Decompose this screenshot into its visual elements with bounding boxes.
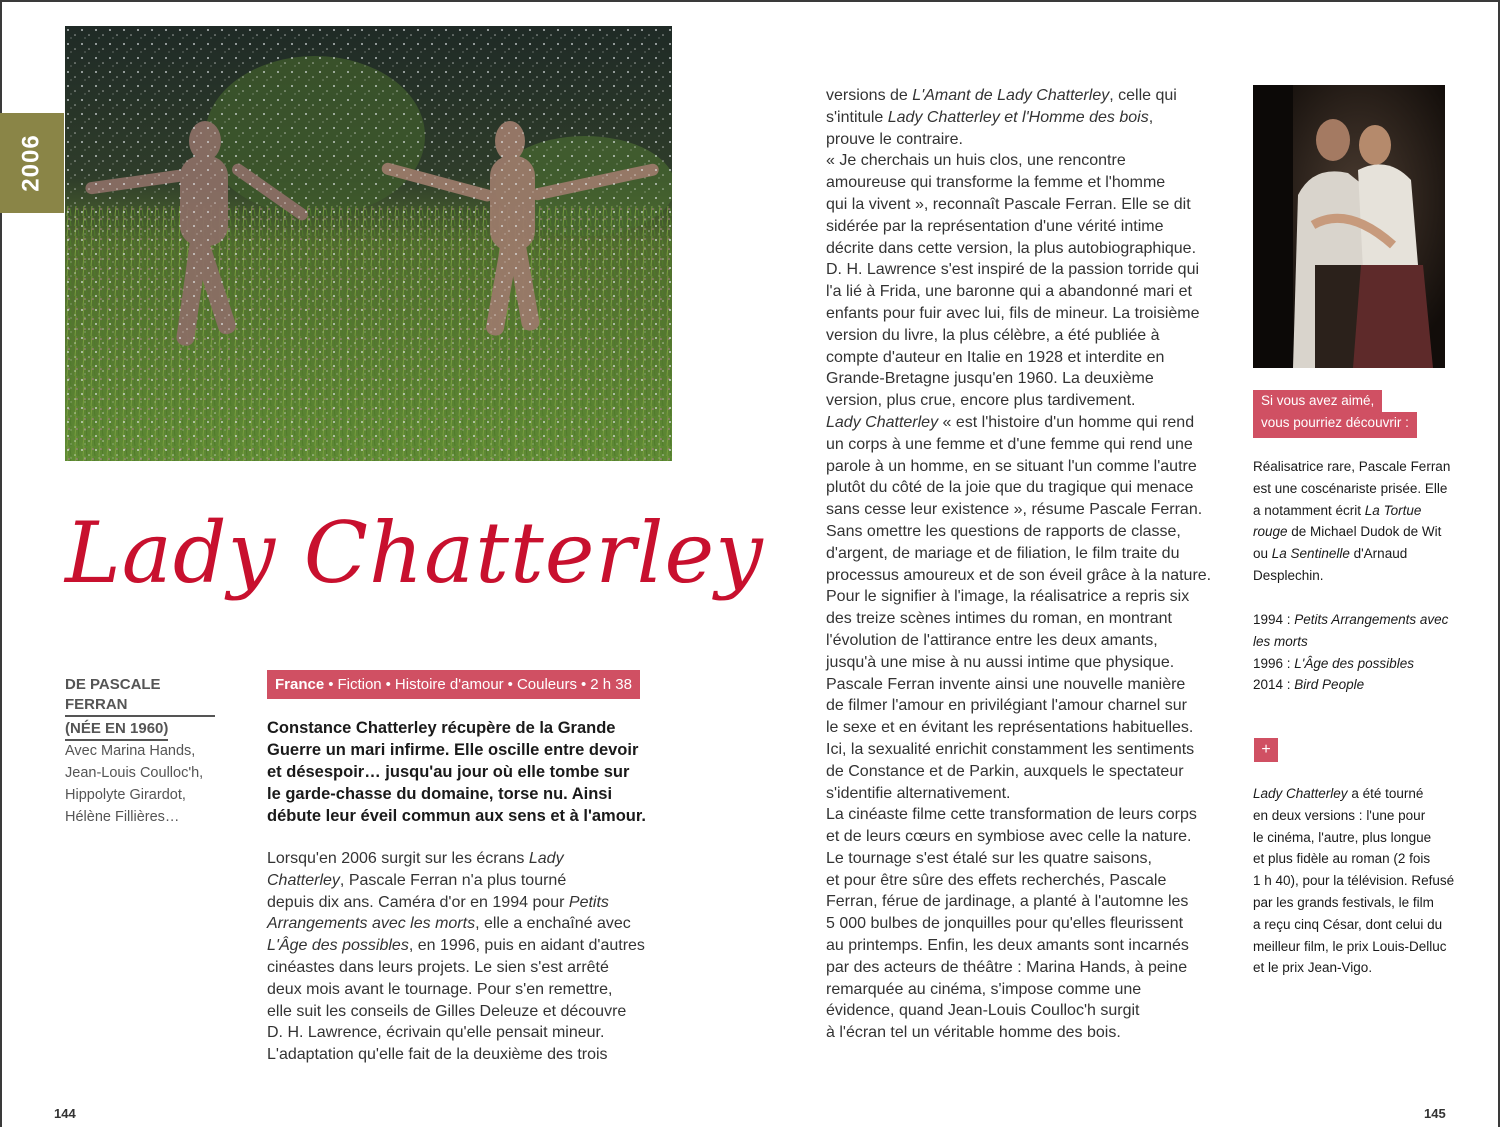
body-line: Sans omettre les questions de rapports de classe, xyxy=(826,522,1181,540)
year-tab xyxy=(0,113,64,213)
lede-line: débute leur éveil commun aux sens et à l'amour. xyxy=(267,807,646,825)
note-line: Lady Chatterley a été tourné xyxy=(1253,786,1424,801)
body-line: qui la vivent », reconnaît Pascale Ferran. Elle se dit xyxy=(826,195,1191,213)
tag-genre: Histoire d'amour xyxy=(394,676,504,693)
body-line: par des acteurs de théâtre : Marina Hands, à peine xyxy=(826,958,1188,976)
body-line: version, plus crue, encore plus tardivement. xyxy=(826,392,1136,410)
director-credit xyxy=(65,675,215,743)
cast-list xyxy=(65,740,235,828)
director-birth: (NÉE EN 1960) xyxy=(65,719,168,741)
lede-line: Guerre un mari infirme. Elle oscille entre devoir xyxy=(267,741,639,759)
body-line: Pour le signifier à l'image, la réalisatrice a repris six xyxy=(826,588,1190,606)
cast-item: Hélène Fillières… xyxy=(65,809,180,825)
body-line: enfants pour fuir avec lui, fils de mineur. La troisième xyxy=(826,304,1200,322)
lede-line: et désespoir… jusqu'au jour où elle tombe sur xyxy=(267,763,630,781)
body-line: D. H. Lawrence s'est inspiré de la passion torride qui xyxy=(826,261,1200,279)
body-line: La cinéaste filme cette transformation de leurs corps xyxy=(826,806,1197,824)
body-line: processus amoureux et de son éveil grâce à la nature. xyxy=(826,566,1212,584)
filmography-item: les morts xyxy=(1253,633,1308,649)
body-line: décrite dans cette version, la plus autobiographique. xyxy=(826,239,1197,257)
note-line: a reçu cinq César, dont celui du xyxy=(1253,916,1443,932)
year-label: 2006 xyxy=(17,134,45,192)
cast-item: Avec Marina Hands, xyxy=(65,743,196,759)
body-line: compte d'auteur en Italie en 1928 et interdite en xyxy=(826,348,1165,366)
body-line: parole à un homme, en se situant l'un comme l'autre xyxy=(826,457,1197,475)
note-line: 1 h 40), pour la télévision. Refusé xyxy=(1253,873,1455,889)
body-line: Le tournage s'est étalé sur les quatre saisons, xyxy=(826,849,1152,867)
body-line: de Constance et de Parkin, auxquels le spectateur xyxy=(826,762,1184,780)
body-text-left xyxy=(267,848,677,1066)
body-line: remarquée au cinéma, s'impose comme une xyxy=(826,980,1142,998)
body-line: Lorsqu'en 2006 surgit sur les écrans Lady xyxy=(267,850,564,867)
lede-line: le garde-chasse du domaine, torse nu. Ainsi xyxy=(267,785,613,803)
bio-line: ou La Sentinelle d'Arnaud xyxy=(1253,546,1408,562)
body-line: prouve le contraire. xyxy=(826,130,963,148)
tag-duration: 2 h 38 xyxy=(590,676,632,693)
filmography-item: 2014 : Bird People xyxy=(1253,677,1365,693)
recommendation-heading xyxy=(1253,390,1417,438)
filmography-list xyxy=(1253,609,1453,696)
body-line: jusqu'à une mise à nu aussi intime que physique. xyxy=(826,653,1175,671)
body-line: et pour être sûre des effets recherchés, Pascale xyxy=(826,871,1167,889)
note-line: et le prix Jean-Vigo. xyxy=(1253,960,1373,976)
body-line: des treize scènes intimes du roman, en montrant xyxy=(826,610,1172,628)
body-line: depuis dix ans. Caméra d'or en 1994 pour Petits xyxy=(267,893,609,911)
body-line: 5 000 bulbes de jonquilles pour qu'elles fleurissent xyxy=(826,915,1184,933)
recommendation-heading-line: Si vous avez aimé, xyxy=(1253,390,1382,412)
note-line: meilleur film, le prix Louis-Delluc xyxy=(1253,938,1447,954)
lede-paragraph xyxy=(267,717,667,827)
director-bio xyxy=(1253,456,1453,587)
tag-type: Fiction xyxy=(337,676,382,693)
body-line: Arrangements avec les morts, elle a enchaîné avec xyxy=(267,915,631,933)
note-line: par les grands festivals, le film xyxy=(1253,894,1434,910)
trivia-note xyxy=(1253,783,1453,979)
body-text-right xyxy=(826,85,1236,1044)
body-line: D. H. Lawrence, écrivain qu'elle pensait mineur. xyxy=(267,1024,605,1042)
page-edge xyxy=(0,0,1500,2)
body-line: amoureuse qui transforme la femme et l'homme xyxy=(826,174,1166,192)
body-line: à l'écran tel un véritable homme des bois. xyxy=(826,1024,1121,1042)
cast-item: Jean-Louis Coulloc'h, xyxy=(65,765,204,781)
body-line: L'Âge des possibles, en 1996, puis en aidant d'autres xyxy=(267,937,645,955)
filmography-item: 1994 : Petits Arrangements avec xyxy=(1253,612,1449,627)
body-line: sidérée par la représentation d'une vérité intime xyxy=(826,217,1164,235)
body-line: Lady Chatterley « est l'histoire d'un homme qui rend xyxy=(826,413,1195,431)
body-line: au printemps. Enfin, les deux amants sont incarnés xyxy=(826,937,1189,955)
recommendation-heading-line: vous pourriez découvrir : xyxy=(1253,412,1417,438)
tag-country: France xyxy=(275,676,325,693)
body-line: versions de L'Amant de Lady Chatterley, celle qui xyxy=(826,87,1177,104)
lede-line: Constance Chatterley récupère de la Grande xyxy=(267,719,616,737)
page-number-right: 145 xyxy=(1424,1106,1446,1121)
note-line: le cinéma, l'autre, plus longue xyxy=(1253,829,1432,845)
bio-line: est une coscénariste prisée. Elle xyxy=(1253,480,1448,496)
film-still-embrace xyxy=(1253,85,1445,368)
body-line: l'évolution de l'attirance entre les deux amants, xyxy=(826,631,1158,649)
tag-color: Couleurs xyxy=(516,676,577,693)
body-line: s'intitule Lady Chatterley et l'Homme des bois, xyxy=(826,108,1154,126)
body-line: évidence, quand Jean-Louis Coulloc'h surgit xyxy=(826,1002,1140,1020)
film-still-meadow xyxy=(65,26,672,461)
body-line: deux mois avant le tournage. Pour s'en remettre, xyxy=(267,980,613,998)
body-line: Ferran, férue de jardinage, a planté à l'automne les xyxy=(826,893,1189,911)
page-number-left: 144 xyxy=(54,1106,76,1121)
body-line: et de leurs cœurs en symbiose avec celle la nature. xyxy=(826,828,1192,846)
body-line: Chatterley, Pascale Ferran n'a plus tourné xyxy=(267,871,567,889)
bio-line: Desplechin. xyxy=(1253,567,1324,583)
body-line: Ici, la sexualité enrichit constamment les sentiments xyxy=(826,740,1195,758)
body-line: sans cesse leur existence », résume Pascale Ferran. xyxy=(826,501,1203,519)
director-name: DE PASCALE FERRAN xyxy=(65,675,215,717)
body-line: d'argent, de mariage et de filiation, le film traite du xyxy=(826,544,1180,562)
body-line: « Je cherchais un huis clos, une rencontre xyxy=(826,152,1126,170)
body-line: elle suit les conseils de Gilles Deleuze et découvre xyxy=(267,1002,627,1020)
body-line: l'a lié à Frida, une baronne qui a abandonné mari et xyxy=(826,283,1192,301)
cast-item: Hippolyte Girardot, xyxy=(65,787,186,803)
body-line: plutôt du côté de la joie que du tragique qui menace xyxy=(826,479,1194,497)
body-line: de filmer l'amour en privilégiant l'amour charnel sur xyxy=(826,697,1187,715)
embrace-photo xyxy=(1253,85,1445,368)
note-line: et plus fidèle au roman (2 fois xyxy=(1253,851,1431,867)
body-line: L'adaptation qu'elle fait de la deuxième des trois xyxy=(267,1046,608,1064)
plus-icon: + xyxy=(1254,738,1278,762)
body-line: s'identifie alternativement. xyxy=(826,784,1011,802)
body-line: version du livre, la plus célèbre, a été publiée à xyxy=(826,326,1160,344)
bio-line: Réalisatrice rare, Pascale Ferran xyxy=(1253,459,1451,474)
filmography-item: 1996 : L'Âge des possibles xyxy=(1253,655,1414,671)
body-line: Grande-Bretagne jusqu'en 1960. La deuxième xyxy=(826,370,1154,388)
bio-line: rouge de Michael Dudok de Wit xyxy=(1253,524,1442,540)
body-line: Pascale Ferran invente ainsi une nouvelle manière xyxy=(826,675,1186,693)
bio-line: a notamment écrit La Tortue xyxy=(1253,502,1422,518)
meadow-photo xyxy=(65,26,672,461)
body-line: le sexe et en évitant les représentations habituelles. xyxy=(826,719,1194,737)
body-line: cinéastes dans leurs projets. Le sien s'est arrêté xyxy=(267,958,609,976)
film-info-tags: France • Fiction • Histoire d'amour • Couleurs • 2 h 38 xyxy=(267,670,640,699)
body-line: un corps à une femme et d'une femme qui rend une xyxy=(826,435,1193,453)
page-title: Lady Chatterley xyxy=(65,504,764,602)
note-line: en deux versions : l'une pour xyxy=(1253,807,1426,823)
